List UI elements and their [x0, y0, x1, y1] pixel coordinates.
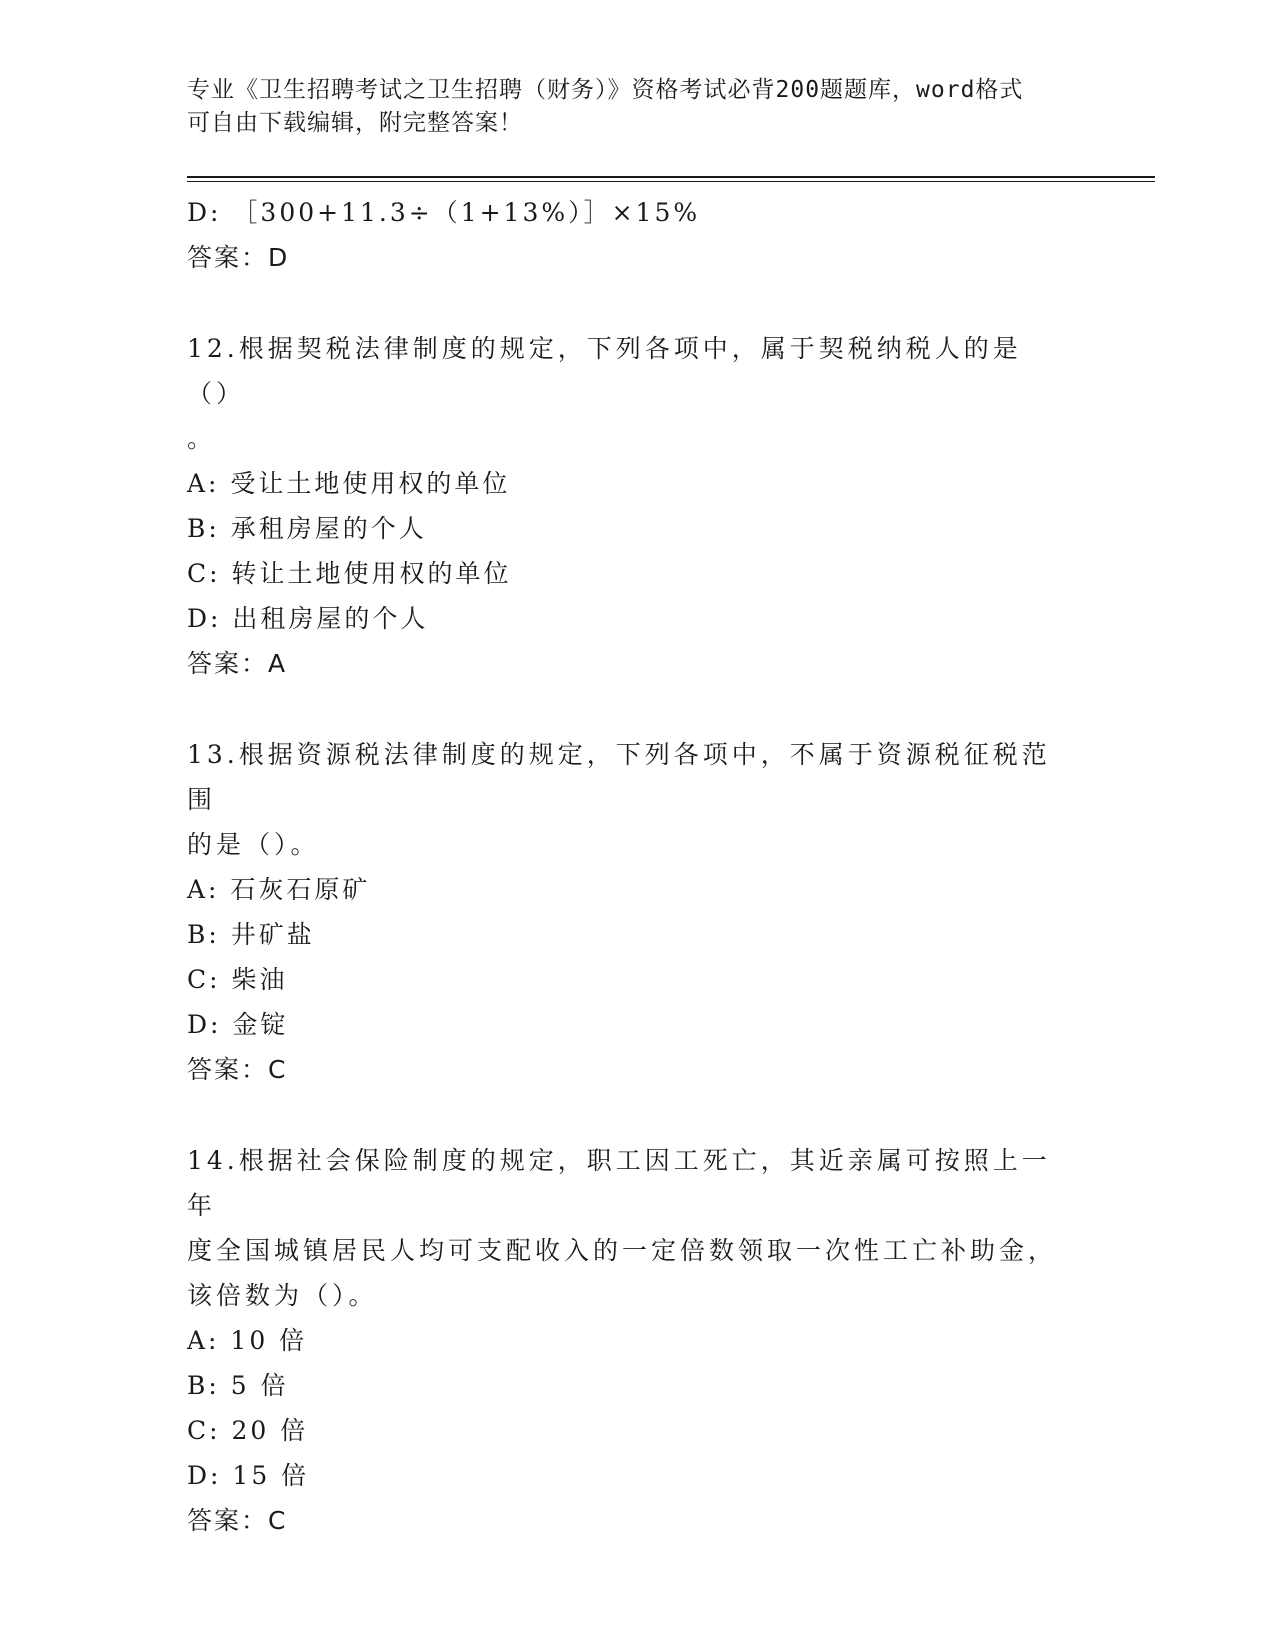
- question-13: [187, 732, 1087, 1092]
- header-divider-thick: [187, 176, 1155, 178]
- document-body: [187, 190, 1087, 1543]
- question-stem-line: 13.根据资源税法律制度的规定，下列各项中，不属于资源税征税范围: [187, 740, 1051, 814]
- option-b: B: 井矿盐: [187, 920, 315, 949]
- question-14: [187, 1138, 1087, 1543]
- answer: 答案：A: [187, 649, 288, 678]
- option-c: C: 转让土地使用权的单位: [187, 559, 512, 588]
- option-b: B: 5 倍: [187, 1371, 289, 1400]
- option-c: C: 柴油: [187, 965, 288, 994]
- header-line-2: 可自由下载编辑，附完整答案！: [187, 110, 523, 136]
- question-stem-line: 该倍数为（）。: [187, 1281, 378, 1310]
- question-stem-line: 度全国城镇居民人均可支配收入的一定倍数领取一次性工亡补助金，: [187, 1236, 1058, 1265]
- prev-answer: 答案：D: [187, 243, 290, 272]
- answer: 答案：C: [187, 1055, 288, 1084]
- option-d: D: 出租房屋的个人: [187, 604, 429, 633]
- question-stem-line: 的是（）。: [187, 830, 320, 859]
- option-c: C: 20 倍: [187, 1416, 309, 1445]
- option-d: D: 金锭: [187, 1010, 289, 1039]
- header-divider-thin: [187, 181, 1155, 182]
- header-line-1: 专业《卫生招聘考试之卫生招聘（财务）》资格考试必背200题题库，word格式: [187, 77, 1024, 103]
- question-12: [187, 326, 1087, 686]
- question-stem-line: 。: [187, 424, 217, 453]
- option-b: B: 承租房屋的个人: [187, 514, 427, 543]
- question-stem-line: 14.根据社会保险制度的规定，职工因工死亡，其近亲属可按照上一年: [187, 1146, 1051, 1220]
- option-d: D: 15 倍: [187, 1461, 310, 1490]
- prev-option-d: D: ［300+11.3÷（1+13%）］×15%: [187, 198, 701, 227]
- question-stem-line: 12.根据契税法律制度的规定，下列各项中，属于契税纳税人的是（）: [187, 334, 1022, 408]
- document-header: [187, 74, 1067, 140]
- answer: 答案：C: [187, 1506, 288, 1535]
- option-a: A: 10 倍: [187, 1326, 308, 1355]
- option-a: A: 受让土地使用权的单位: [187, 469, 511, 498]
- option-a: A: 石灰石原矿: [187, 875, 371, 904]
